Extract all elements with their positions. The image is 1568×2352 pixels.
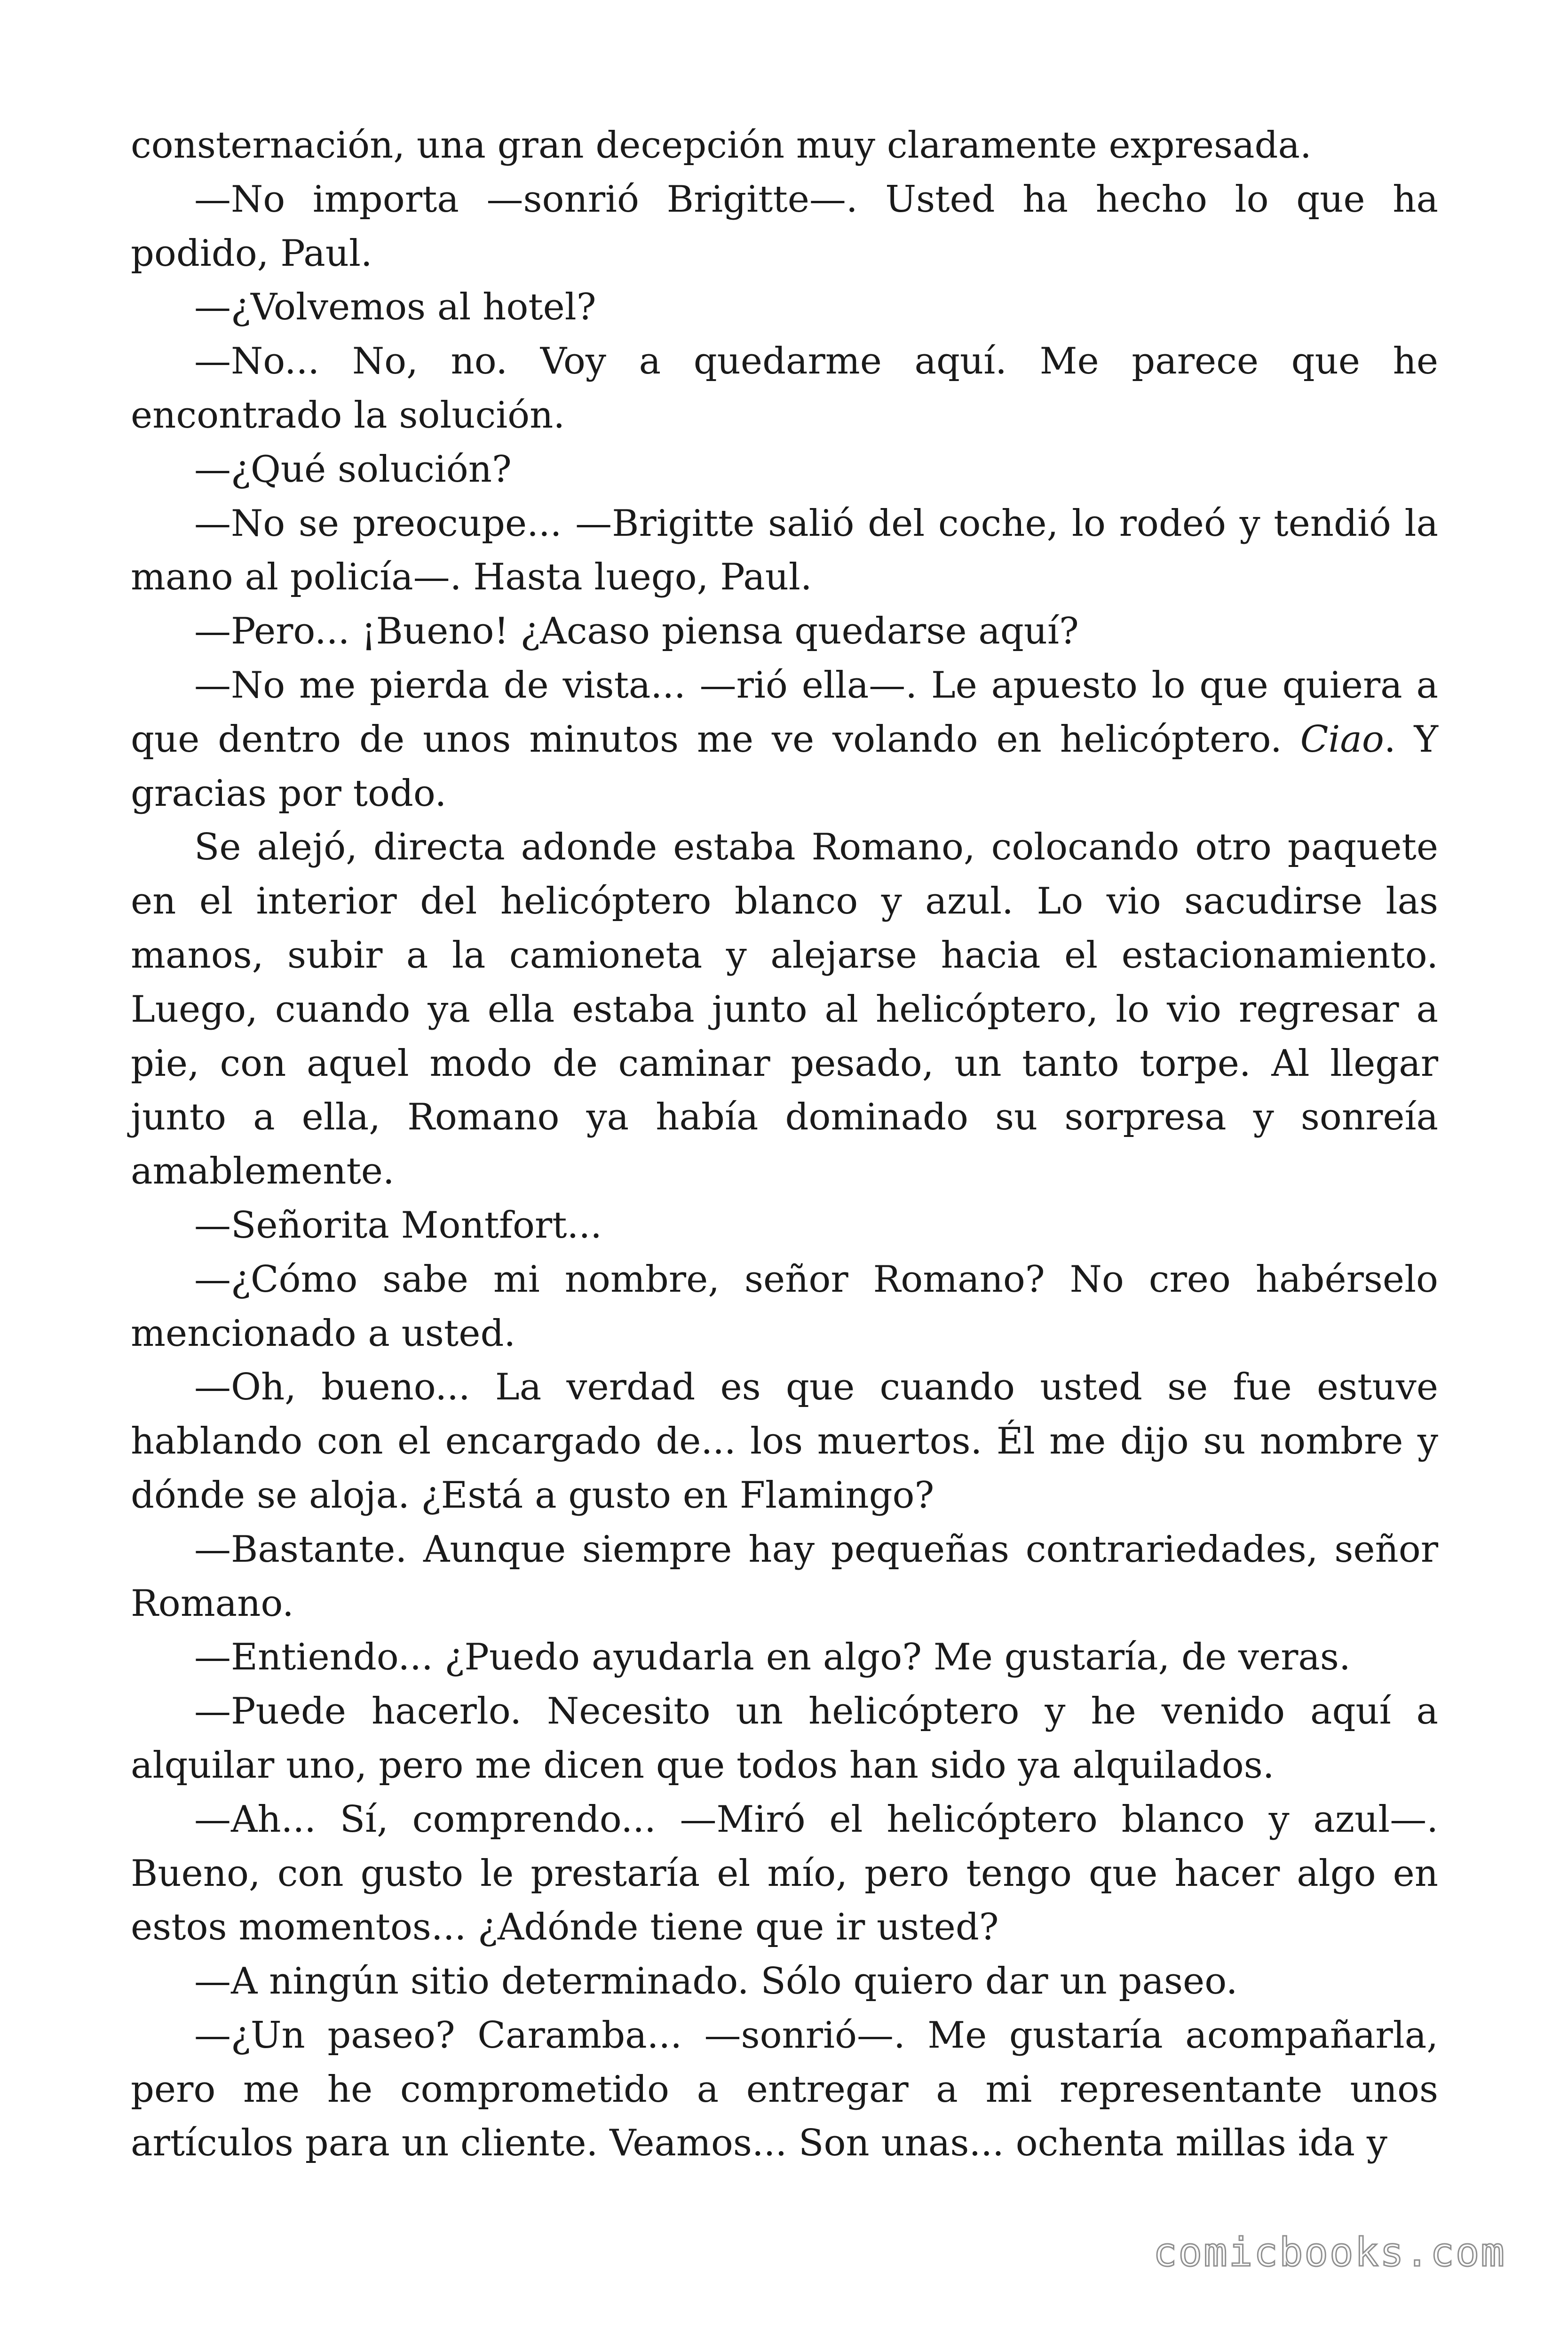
watermark: comicbooks.com: [1153, 2229, 1506, 2275]
paragraph: —Puede hacerlo. Necesito un helicóptero y he venido aquí a alquilar uno, pero me dicen que todos han sido ya alquilados.: [131, 1690, 1438, 1787]
paragraph: —No importa —sonrió Brigitte—. Usted ha hecho lo que ha podido, Paul.: [131, 178, 1438, 275]
paragraph-with-italic: [131, 659, 1438, 820]
paragraph: —Pero... ¡Bueno! ¿Acaso piensa quedarse aquí?: [194, 610, 1079, 653]
paragraph: —¿Un paseo? Caramba... —sonrió—. Me gustaría acompañarla, pero me he comprometido a entregar a mi representante unos artículos para un cliente. Veamos... Son unas... ochenta millas ida y: [131, 2014, 1438, 2165]
italic-word: Ciao: [1300, 718, 1384, 761]
paragraph: —No se preocupe... —Brigitte salió del coche, lo rodeó y tendió la mano al policía—. Hasta luego, Paul.: [131, 502, 1438, 599]
paragraph: —Bastante. Aunque siempre hay pequeñas contrariedades, señor Romano.: [131, 1528, 1438, 1625]
paragraph: —Entiendo... ¿Puedo ayudarla en algo? Me gustaría, de veras.: [194, 1636, 1351, 1679]
paragraph: —¿Volvemos al hotel?: [194, 286, 596, 329]
page-text: [131, 119, 1438, 2170]
paragraph: —Ah... Sí, comprendo... —Miró el helicóptero blanco y azul—. Bueno, con gusto le prestaría el mío, pero tengo que hacer algo en estos momentos... ¿Adónde tiene que ir usted?: [131, 1798, 1438, 1949]
paragraph: Se alejó, directa adonde estaba Romano, colocando otro paquete en el interior del helicóptero blanco y azul. Lo vio sacudirse las manos, subir a la camioneta y alejarse hacia el estacionamiento. Luego, cuando ya ella estaba junto al helicóptero, lo vio regresar a pie, con aquel modo de caminar pesado, un tanto torpe. Al llegar junto a ella, Romano ya había dominado su sorpresa y sonreía amablemente.: [131, 826, 1438, 1193]
paragraph: consternación, una gran decepción muy claramente expresada.: [131, 124, 1312, 167]
paragraph: —Oh, bueno... La verdad es que cuando usted se fue estuve hablando con el encargado de... los muertos. Él me dijo su nombre y dónde se aloja. ¿Está a gusto en Flamingo?: [131, 1366, 1438, 1517]
paragraph: —Señorita Montfort...: [194, 1204, 602, 1247]
paragraph: —No... No, no. Voy a quedarme aquí. Me parece que he encontrado la solución.: [131, 340, 1438, 437]
paragraph: —A ningún sitio determinado. Sólo quiero dar un paseo.: [194, 1960, 1238, 2003]
paragraph: —¿Qué solución?: [194, 448, 512, 491]
paragraph: —¿Cómo sabe mi nombre, señor Romano? No creo habérselo mencionado a usted.: [131, 1258, 1438, 1355]
paragraph-text: —No me pierda de vista... —rió ella—. Le apuesto lo que quiera a que dentro de unos minutos me ve volando en helicóptero.: [131, 664, 1438, 761]
paragraph-text: . Y gracias por todo.: [131, 718, 1438, 815]
